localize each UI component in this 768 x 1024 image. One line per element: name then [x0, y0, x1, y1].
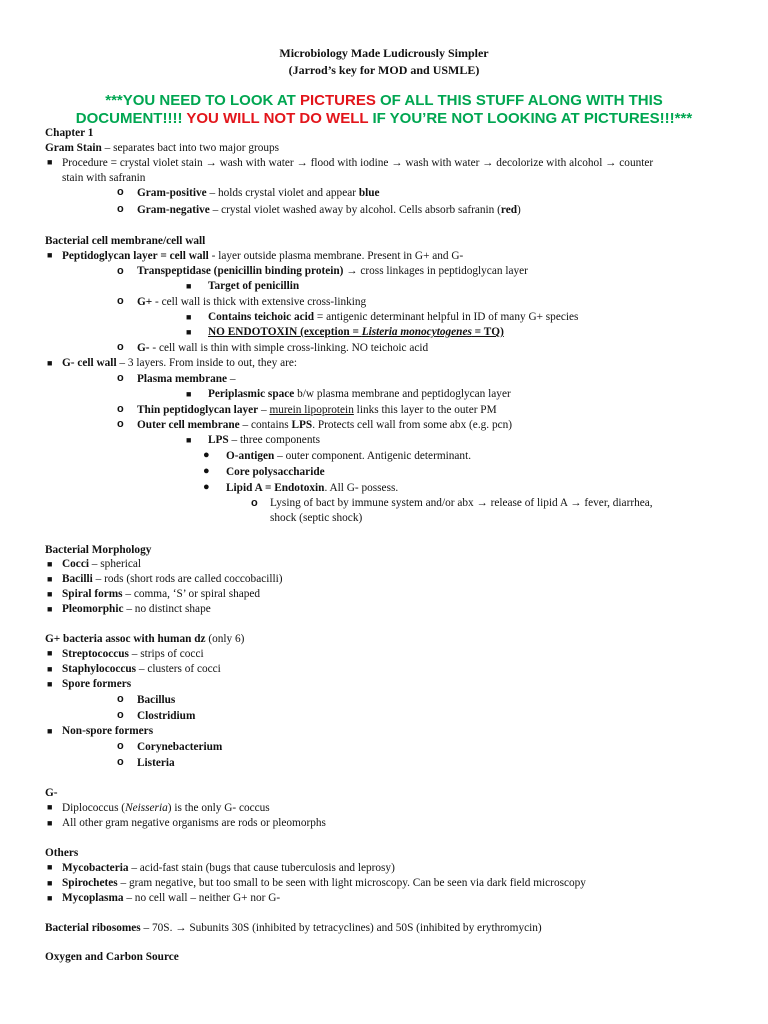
bullet-icon: ■ [47, 559, 53, 569]
chapter-heading: Chapter 1 [45, 127, 94, 139]
bullet-icon: ■ [47, 802, 53, 812]
circle-bullet-icon: o [117, 295, 124, 307]
circle-bullet-icon: o [117, 265, 124, 277]
bullet-icon: ■ [47, 589, 53, 599]
bullet-icon: ■ [47, 878, 53, 888]
section-heading-gplus: G+ bacteria assoc with human dz (only 6) [45, 633, 245, 645]
bacillus-line: Bacillus [137, 694, 176, 706]
bullet-icon: ■ [186, 389, 192, 399]
bullet-icon: ■ [47, 648, 53, 658]
bullet-icon: ■ [47, 893, 53, 903]
section-heading-gminus: G- [45, 787, 58, 799]
circle-bullet-icon: o [117, 756, 124, 768]
dot-bullet-icon: ● [203, 449, 210, 461]
procedure-line: Procedure = crystal violet stain → wash with water → flood with iodine → wash with water → decolorize with alcohol → counter [62, 157, 654, 169]
o-antigen-line: O-antigen – outer component. Antigenic determinant. [226, 450, 472, 462]
outer-membrane-line: Outer cell membrane – contains LPS. Protects cell wall from some abx (e.g. pcn) [137, 419, 513, 431]
circle-bullet-icon: o [117, 740, 124, 752]
target-line: Target of penicillin [208, 280, 300, 292]
periplasmic-line: Periplasmic space b/w plasma membrane and peptidoglycan layer [208, 388, 511, 400]
spore-formers-line: Spore formers [62, 678, 132, 690]
pleomorphic-line: Pleomorphic – no distinct shape [62, 603, 211, 615]
bullet-icon: ■ [47, 358, 53, 368]
bullet-icon: ■ [47, 157, 53, 167]
dot-bullet-icon: ● [203, 465, 210, 477]
gram-positive-line: Gram-positive – holds crystal violet and appear blue [137, 187, 380, 199]
gram-stain-line: Gram Stain – separates bact into two major groups [45, 142, 280, 154]
bullet-icon: ■ [47, 862, 53, 872]
circle-bullet-icon: o [117, 709, 124, 721]
bullet-icon: ■ [47, 818, 53, 828]
ribosomes-line: Bacterial ribosomes – 70S. → Subunits 30S (inhibited by tetracyclines) and 50S (inhibited by erythromycin) [45, 922, 542, 934]
bullet-icon: ■ [186, 312, 192, 322]
doc-title: Microbiology Made Ludicrously Simpler [279, 46, 489, 60]
clostridium-line: Clostridium [137, 710, 196, 722]
plasma-membrane-line: Plasma membrane – [137, 373, 236, 385]
bullet-icon: ■ [186, 327, 192, 337]
bullet-icon: ■ [47, 726, 53, 736]
bullet-icon: ■ [47, 250, 53, 260]
bullet-icon: ■ [186, 435, 192, 445]
lysing-line: Lysing of bact by immune system and/or abx → release of lipid A → fever, diarrhea, [270, 497, 653, 509]
bacilli-line: Bacilli – rods (short rods are called coccobacilli) [62, 573, 283, 585]
section-heading-morphology: Bacterial Morphology [45, 544, 152, 556]
corynebacterium-line: Corynebacterium [137, 741, 223, 753]
section-heading-others: Others [45, 847, 79, 859]
section-heading-cell-wall: Bacterial cell membrane/cell wall [45, 235, 206, 247]
streptococcus-line: Streptococcus – strips of cocci [62, 648, 204, 660]
lysing-line-cont: shock (septic shock) [270, 512, 363, 524]
gram-negative-other-line: All other gram negative organisms are rods or pleomorphs [62, 817, 326, 829]
circle-bullet-icon: o [117, 372, 124, 384]
thin-peptidoglycan-line: Thin peptidoglycan layer – murein lipoprotein links this layer to the outer PM [137, 404, 497, 416]
bullet-icon: ■ [47, 664, 53, 674]
bullet-icon: ■ [47, 574, 53, 584]
circle-bullet-icon: o [117, 203, 124, 215]
dot-bullet-icon: ● [203, 481, 210, 493]
bullet-icon: ■ [186, 281, 192, 291]
peptidoglycan-line: Peptidoglycan layer = cell wall - layer outside plasma membrane. Present in G+ and G- [62, 250, 464, 262]
circle-bullet-icon: o [117, 341, 124, 353]
gpos-wall-line: G+ - cell wall is thick with extensive cross-linking [137, 296, 367, 308]
diplococcus-line: Diplococcus (Neisseria) is the only G- coccus [62, 802, 270, 814]
procedure-line-cont: stain with safranin [62, 172, 146, 184]
circle-bullet-icon: o [117, 186, 124, 198]
bullet-icon: ■ [47, 604, 53, 614]
bullet-icon: ■ [47, 679, 53, 689]
staphylococcus-line: Staphylococcus – clusters of cocci [62, 663, 221, 675]
gneg-wall-line: G- - cell wall is thin with simple cross-linking. NO teichoic acid [137, 342, 429, 354]
lps-line: LPS – three components [208, 434, 321, 446]
endotoxin-line: NO ENDOTOXIN (exception = Listeria monocytogenes = TQ) [208, 326, 504, 338]
lipid-a-line: Lipid A = Endotoxin. All G- possess. [226, 482, 399, 494]
gram-negative-line: Gram-negative – crystal violet washed away by alcohol. Cells absorb safranin (red) [137, 204, 521, 216]
cocci-line: Cocci – spherical [62, 558, 142, 570]
spiral-line: Spiral forms – comma, ‘S’ or spiral shaped [62, 588, 261, 600]
mycoplasma-line: Mycoplasma – no cell wall – neither G+ nor G- [62, 892, 281, 904]
warning-line-2: DOCUMENT!!!! YOU WILL NOT DO WELL IF YOU’RE NOT LOOKING AT PICTURES!!!*** [75, 110, 693, 127]
listeria-line: Listeria [137, 757, 175, 769]
circle-bullet-icon: o [117, 418, 124, 430]
core-polysaccharide-line: Core polysaccharide [226, 466, 325, 478]
spirochetes-line: Spirochetes – gram negative, but too small to be seen with light microscopy. Can be seen via dark field microscopy [62, 877, 586, 889]
circle-bullet-icon: o [117, 403, 124, 415]
doc-subtitle: (Jarrod’s key for MOD and USMLE) [288, 63, 480, 77]
warning-line-1: ***YOU NEED TO LOOK AT PICTURES OF ALL THIS STUFF ALONG WITH THIS [105, 92, 663, 109]
transpeptidase-line: Transpeptidase (penicillin binding protein) → cross linkages in peptidoglycan layer [137, 265, 528, 277]
non-spore-formers-line: Non-spore formers [62, 725, 154, 737]
mycobacteria-line: Mycobacteria – acid-fast stain (bugs that cause tuberculosis and leprosy) [62, 862, 395, 874]
teichoic-line: Contains teichoic acid = antigenic determinant helpful in ID of many G+ species [208, 311, 579, 323]
section-heading-oxygen: Oxygen and Carbon Source [45, 951, 179, 963]
gneg-cell-wall-line: G- cell wall – 3 layers. From inside to out, they are: [62, 357, 297, 369]
circle-bullet-icon: o [117, 693, 124, 705]
circle-bullet-icon: o [251, 497, 258, 509]
